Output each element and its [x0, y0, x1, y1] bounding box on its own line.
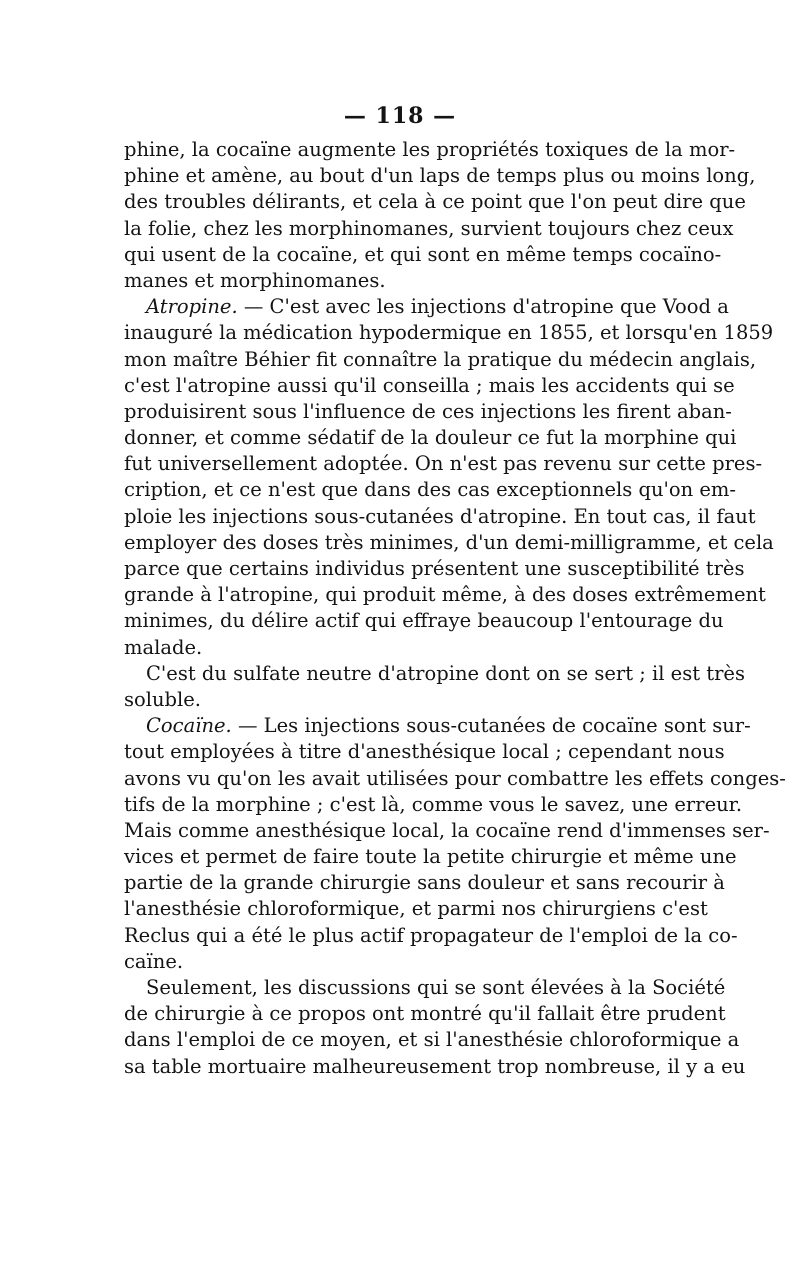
body-text — [124, 137, 786, 1080]
text-line — [124, 320, 774, 346]
text-line — [124, 1001, 726, 1027]
line-text: employer des doses très minimes, d'un demi-milligramme, et cela — [124, 530, 774, 554]
line-text: inauguré la médication hypodermique en 1855, et lorsqu'en 1859 — [124, 321, 774, 345]
line-text: Reclus qui a été le plus actif propagateur de l'emploi de la co- — [124, 923, 738, 947]
line-text: avons vu qu'on les avait utilisées pour combattre les effets conges- — [124, 766, 786, 790]
line-text: c'est l'atropine aussi qu'il conseilla ; mais les accidents qui se — [124, 373, 735, 397]
line-text: parce que certains individus présentent une susceptibilité très — [124, 557, 745, 580]
text-line — [124, 975, 726, 1001]
line-text: mon maître Béhier fit connaître la pratique du médecin anglais, — [124, 347, 757, 371]
line-text: phine, la cocaïne augmente les propriétés toxiques de la mor- — [124, 138, 736, 161]
line-text: C'est du sulfate neutre d'atropine dont on se sert ; il est très — [146, 661, 745, 685]
text-line — [124, 294, 729, 320]
text-line — [124, 635, 676, 661]
line-text: phine et amène, au bout d'un laps de temps plus ou moins long, — [124, 164, 756, 188]
line-text: la folie, chez les morphinomanes, survient toujours chez ceux — [124, 216, 734, 240]
text-line — [124, 1027, 740, 1053]
text-line — [124, 949, 676, 975]
text-line — [124, 582, 766, 608]
line-text: grande à l'atropine, qui produit même, à des doses extrêmement — [124, 583, 766, 607]
line-text: fut universellement adoptée. On n'est pas revenu sur cette pres- — [124, 452, 763, 476]
line-text: sa table mortuaire malheureusement trop nombreuse, il y a eu — [124, 1054, 746, 1078]
text-line — [124, 923, 738, 949]
text-line — [124, 713, 751, 739]
line-text: manes et morphinomanes. — [124, 268, 386, 292]
line-text: produisirent sous l'influence de ces injections les firent aban- — [124, 399, 732, 423]
text-line — [124, 530, 774, 556]
text-line — [124, 608, 724, 634]
text-line — [124, 556, 745, 582]
line-text: donner, et comme sédatif de la douleur ce fut la morphine qui — [124, 426, 737, 450]
text-line — [124, 477, 737, 503]
text-line — [124, 425, 737, 451]
text-line — [124, 216, 734, 242]
line-text: l'anesthésie chloroformique, et parmi nos chirurgiens c'est — [124, 897, 708, 921]
text-line — [124, 661, 745, 687]
line-text: de chirurgie à ce propos ont montré qu'il fallait être prudent — [124, 1002, 726, 1026]
line-text: vices et permet de faire toute la petite chirurgie et même une — [124, 845, 737, 869]
line-text: tout employées à titre d'anesthésique local ; cependant nous — [124, 740, 725, 764]
line-text: des troubles délirants, et cela à ce point que l'on peut dire que — [124, 190, 746, 214]
text-line — [124, 189, 746, 215]
text-line — [124, 844, 737, 870]
line-text: malade. — [124, 635, 203, 659]
text-line — [124, 399, 732, 425]
line-text: qui usent de la cocaïne, et qui sont en même temps cocaïno- — [124, 242, 722, 266]
text-line — [124, 818, 770, 844]
text-line — [124, 451, 763, 477]
text-line — [124, 163, 756, 189]
line-text: soluble. — [124, 687, 202, 711]
line-text: caïne. — [124, 949, 184, 973]
section-term: Cocaïne. — [146, 714, 232, 738]
text-line — [124, 739, 725, 765]
text-line — [124, 137, 736, 163]
text-line — [124, 792, 743, 818]
line-text: ploie les injections sous-cutanées d'atropine. En tout cas, il faut — [124, 504, 756, 528]
text-line — [124, 347, 757, 373]
line-text: cription, et ce n'est que dans des cas exceptionnels qu'on em- — [124, 478, 737, 502]
page-number: — 118 — — [343, 103, 457, 129]
text-line — [124, 766, 786, 792]
text-line — [124, 1054, 746, 1080]
text-line — [124, 896, 708, 922]
line-text: — C'est avec les injections d'atropine que Vood a — [237, 295, 729, 319]
line-text: dans l'emploi de ce moyen, et si l'anesthésie chloroformique a — [124, 1028, 740, 1052]
line-text: — Les injections sous-cutanées de cocaïne sont sur- — [231, 714, 751, 738]
text-line — [124, 373, 735, 399]
text-line — [124, 504, 756, 530]
text-line — [124, 687, 676, 713]
line-text: minimes, du délire actif qui effraye beaucoup l'entourage du — [124, 609, 724, 633]
line-text: Mais comme anesthésique local, la cocaïne rend d'immenses ser- — [124, 818, 770, 842]
text-line — [124, 870, 725, 896]
text-line — [124, 268, 676, 294]
line-text: partie de la grande chirurgie sans douleur et sans recourir à — [124, 871, 725, 895]
text-line — [124, 242, 722, 268]
section-term: Atropine. — [146, 295, 238, 319]
line-text: tifs de la morphine ; c'est là, comme vous le savez, une erreur. — [124, 792, 743, 816]
line-text: Seulement, les discussions qui se sont élevées à la Société — [146, 976, 726, 999]
